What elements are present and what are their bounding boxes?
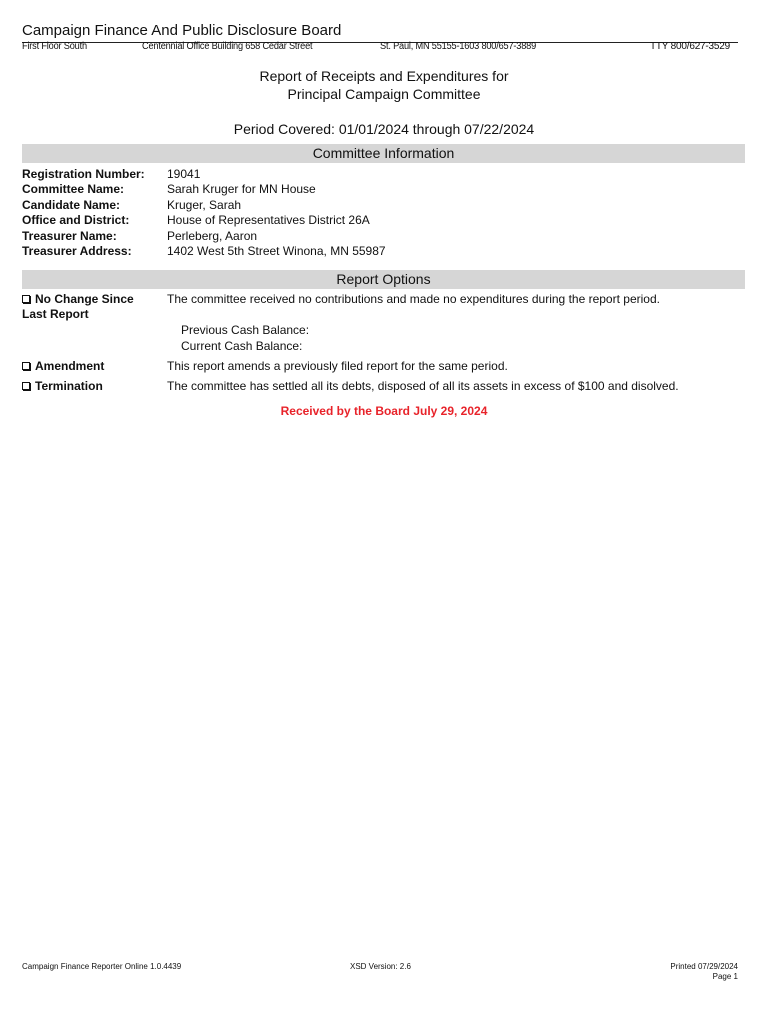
amendment-label: Amendment bbox=[35, 359, 105, 373]
treasurer-address-value: 1402 West 5th Street Winona, MN 55987 bbox=[167, 244, 386, 258]
footer-software: Campaign Finance Reporter Online 1.0.4439 bbox=[22, 962, 182, 971]
registration-number-value: 19041 bbox=[167, 167, 201, 181]
no-change-checkbox bbox=[22, 295, 30, 303]
termination-checkbox bbox=[22, 382, 30, 390]
amendment-option bbox=[22, 359, 104, 373]
no-change-label-line1: No Change Since bbox=[35, 292, 134, 306]
candidate-name-label: Candidate Name: bbox=[22, 198, 121, 212]
report-title-line2: Principal Campaign Committee bbox=[287, 86, 481, 102]
previous-cash-balance-label: Previous Cash Balance: bbox=[181, 323, 310, 337]
page-title: Campaign Finance And Public Disclosure Board bbox=[22, 22, 342, 39]
treasurer-name-label: Treasurer Name: bbox=[22, 229, 117, 243]
received-stamp: Received by the Board July 29, 2024 bbox=[280, 404, 488, 418]
report-options-heading: Report Options bbox=[22, 270, 745, 289]
office-district-label: Office and District: bbox=[22, 213, 130, 227]
office-district-value: House of Representatives District 26A bbox=[167, 213, 370, 227]
treasurer-name-value: Perleberg, Aaron bbox=[167, 229, 258, 243]
address-building: Centennial Office Building 658 Cedar Street bbox=[142, 41, 313, 52]
footer-page-number: Page 1 bbox=[712, 972, 738, 981]
no-change-label-line2: Last Report bbox=[22, 307, 89, 321]
no-change-option bbox=[22, 292, 134, 306]
address-floor: First Floor South bbox=[22, 41, 87, 52]
committee-info-heading: Committee Information bbox=[22, 144, 745, 163]
amendment-description: This report amends a previously filed report for the same period. bbox=[167, 359, 508, 373]
treasurer-address-label: Treasurer Address: bbox=[22, 244, 132, 258]
footer-print-info bbox=[670, 962, 738, 982]
report-title-line1: Report of Receipts and Expenditures for bbox=[259, 68, 509, 84]
committee-name-value: Sarah Kruger for MN House bbox=[167, 182, 316, 196]
candidate-name-value: Kruger, Sarah bbox=[167, 198, 242, 212]
address-tty: TTY 800/627-3529 bbox=[649, 41, 730, 52]
address-city-phone: St. Paul, MN 55155-1603 800/657-3889 bbox=[380, 41, 537, 52]
registration-number-label: Registration Number: bbox=[22, 167, 145, 181]
termination-option bbox=[22, 379, 103, 393]
termination-description: The committee has settled all its debts, disposed of all its assets in excess of $100 and disolved. bbox=[167, 379, 679, 393]
footer-xsd-version: XSD Version: 2.6 bbox=[350, 962, 411, 971]
no-change-description: The committee received no contributions and made no expenditures during the report period. bbox=[167, 292, 660, 306]
current-cash-balance-label: Current Cash Balance: bbox=[181, 339, 303, 353]
period-covered: Period Covered: 01/01/2024 through 07/22/2024 bbox=[233, 121, 535, 137]
termination-label: Termination bbox=[35, 379, 103, 393]
amendment-checkbox bbox=[22, 362, 30, 370]
committee-name-label: Committee Name: bbox=[22, 182, 125, 196]
footer-printed-date: Printed 07/29/2024 bbox=[670, 962, 738, 971]
